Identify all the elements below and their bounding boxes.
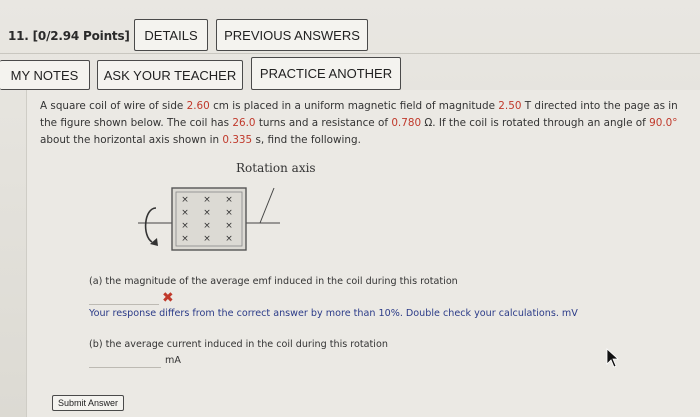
field-x-symbol: × bbox=[203, 221, 211, 231]
field-x-symbol: × bbox=[225, 234, 233, 244]
question-text: A square coil of wire of side 2.60 cm is placed in a uniform magnetic field of magnitude 2.50 T directed into the page as in the figure shown below. The coil has 26.0 turns and a resistance of 0.780 Ω. If the coil is rotated through an angle of 90.0° about the horizontal axis shown in 0.335 s, find the following. bbox=[40, 100, 678, 146]
question-points-label: 11. [0/2.94 Points] bbox=[8, 29, 130, 43]
part-a-answer-input[interactable] bbox=[89, 304, 159, 305]
turns-value: 26.0 bbox=[232, 117, 256, 129]
field-x-symbol: × bbox=[225, 208, 233, 218]
field-x-symbol: × bbox=[181, 195, 189, 205]
rotation-arrow bbox=[146, 208, 156, 242]
angle-value: 90.0° bbox=[649, 117, 678, 129]
field-x-symbol: × bbox=[203, 195, 211, 205]
mouse-cursor-icon bbox=[606, 348, 620, 368]
field-x-symbol: × bbox=[203, 234, 211, 244]
incorrect-icon: ✖ bbox=[162, 290, 174, 306]
field-x-symbol: × bbox=[181, 208, 189, 218]
practice-another-button[interactable]: PRACTICE ANOTHER bbox=[251, 57, 401, 90]
time-value: 0.335 bbox=[222, 134, 253, 146]
coil-figure bbox=[130, 178, 300, 258]
part-b-unit: mA bbox=[165, 355, 181, 366]
part-b-answer-input[interactable] bbox=[89, 367, 161, 368]
my-notes-button[interactable]: MY NOTES bbox=[0, 60, 90, 90]
axis-tilt-line bbox=[260, 188, 274, 223]
field-x-symbol: × bbox=[181, 221, 189, 231]
part-b-prompt: (b) the average current induced in the coil during this rotation bbox=[89, 339, 388, 350]
header-divider bbox=[0, 53, 700, 54]
previous-answers-button[interactable]: PREVIOUS ANSWERS bbox=[216, 19, 368, 51]
field-value: 2.50 bbox=[498, 100, 522, 112]
submit-answer-button[interactable]: Submit Answer bbox=[52, 395, 124, 411]
details-button[interactable]: DETAILS bbox=[134, 19, 208, 51]
part-a-feedback: Your response differs from the correct answer by more than 10%. Double check your calculations. mV bbox=[89, 308, 578, 319]
ask-teacher-button[interactable]: ASK YOUR TEACHER bbox=[97, 60, 243, 90]
field-x-symbol: × bbox=[181, 234, 189, 244]
side-value: 2.60 bbox=[186, 100, 210, 112]
field-x-symbol: × bbox=[225, 195, 233, 205]
field-x-symbol: × bbox=[203, 208, 211, 218]
rotation-axis-label: Rotation axis bbox=[236, 161, 316, 175]
resistance-value: 0.780 bbox=[391, 117, 422, 129]
field-x-symbol: × bbox=[225, 221, 233, 231]
part-a-prompt: (a) the magnitude of the average emf induced in the coil during this rotation bbox=[89, 276, 458, 287]
